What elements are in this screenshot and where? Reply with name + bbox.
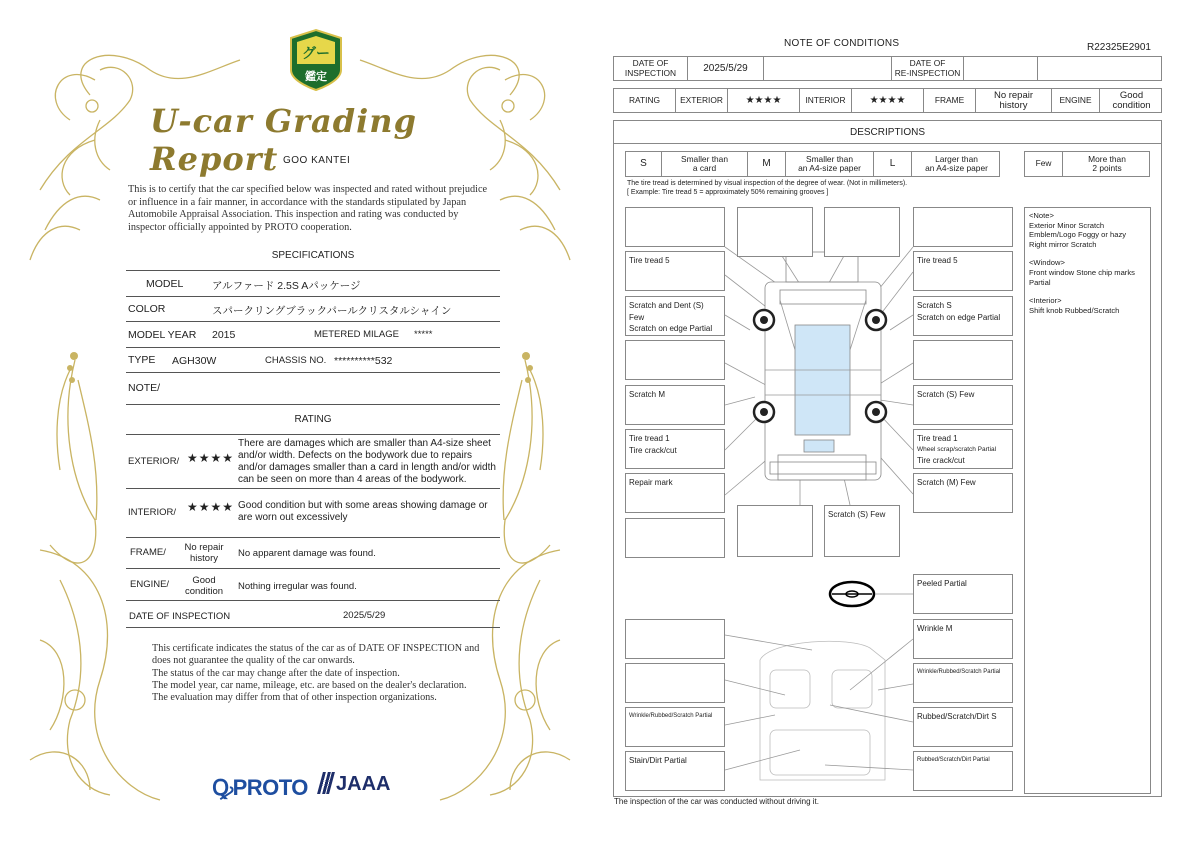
frame-value: No repair history	[976, 89, 1052, 112]
proto-logo	[212, 772, 308, 802]
inspection-footnote: The inspection of the car was conducted without driving it.	[614, 797, 819, 806]
damage-label-right-4	[913, 340, 1013, 380]
right-6-line-3: Tire crack/cut	[917, 455, 965, 465]
model-year-value: 2015	[212, 329, 236, 341]
interior-label: INTERIOR	[800, 89, 852, 112]
damage-label-bottom-2: Scratch (S) Few	[824, 505, 900, 557]
damage-label-right-7: Scratch (M) Few	[913, 473, 1013, 513]
interior-label-left-2	[625, 663, 725, 703]
report-title: U-car Grading Report	[150, 102, 417, 178]
interior-heading: <Interior>	[1029, 296, 1062, 306]
proto-logo-text: PROTO	[232, 775, 308, 800]
engine-value: Good condition	[184, 575, 224, 597]
divider	[126, 321, 500, 322]
damage-label-top-2	[824, 207, 900, 257]
legend-m-desc: Smaller than an A4-size paper	[786, 152, 874, 176]
descriptions-heading: DESCRIPTIONS	[613, 120, 1162, 144]
frame-value: No repair history	[184, 542, 224, 564]
jaaa-logo-text: JAAA	[336, 773, 391, 795]
engine-label: ENGINE	[1052, 89, 1100, 112]
date-inspection-label: DATE OF INSPECTION	[614, 57, 688, 80]
divider	[126, 270, 500, 271]
note-text: Exterior Minor Scratch Emblem/Logo Foggy or hazy Right mirror Scratch	[1029, 220, 1127, 249]
divider	[126, 537, 500, 538]
conditions-title: NOTE OF CONDITIONS	[784, 38, 900, 49]
divider	[126, 600, 500, 601]
interior-label-right-3: Wrinkle/Rubbed/Scratch Partial	[913, 663, 1013, 703]
divider	[126, 404, 500, 405]
divider	[126, 568, 500, 569]
metered-mileage-label: METERED MILAGE	[314, 329, 399, 340]
rating-heading: RATING	[294, 414, 332, 425]
exterior-stars: ★★★★	[187, 451, 235, 465]
interior-stars: ★★★★	[187, 500, 235, 514]
specifications-heading: SPECIFICATIONS	[271, 250, 355, 261]
frame-label: FRAME/	[130, 547, 166, 558]
window-heading: <Window>	[1029, 258, 1065, 268]
damage-label-left-1	[625, 207, 725, 247]
legend-s-desc: Smaller than a card	[662, 152, 748, 176]
model-year-label: MODEL YEAR	[128, 329, 197, 341]
type-value: AGH30W	[172, 355, 217, 367]
divider	[126, 372, 500, 373]
interior-label-right-2: Wrinkle M	[913, 619, 1013, 659]
legend-s: S	[626, 152, 662, 176]
report-subtitle: GOO KANTEI	[283, 155, 351, 166]
damage-label-bottom-1	[737, 505, 813, 557]
divider	[126, 296, 500, 297]
jaaa-logo	[320, 772, 390, 796]
note-label: NOTE/	[128, 382, 161, 394]
frame-label: FRAME	[924, 89, 976, 112]
right-6-line-1: Tire tread 1	[917, 434, 958, 443]
svg-text:鑑定: 鑑定	[305, 70, 327, 83]
tire-note: The tire tread is determined by visual inspection of the degree of wear. (Not in millimeters).	[627, 180, 908, 187]
interior-label-left-1	[625, 619, 725, 659]
model-label: MODEL	[146, 278, 184, 290]
certify-text: This is to certify that the car specified below was inspected and rated without prejudice or influence in a fair manner, in accordance with the standards stipulated by Japan Automobile Appraisal Association. This inspection and rating was conducted by inspector officially appointed by PROTO cooperation.	[128, 184, 488, 233]
exterior-stars: ★★★★	[728, 89, 800, 112]
damage-label-right-5: Scratch (S) Few	[913, 385, 1013, 425]
note-heading: <Note>	[1029, 211, 1054, 220]
proto-q-icon: Ꝙ	[212, 775, 233, 800]
divider	[126, 627, 500, 628]
divider	[126, 488, 500, 489]
date-of-inspection-value: 2025/5/29	[343, 610, 386, 621]
damage-label-left-3: Scratch and Dent (S) Few Scratch on edge Partial	[625, 296, 725, 336]
date-inspection-value: 2025/5/29	[688, 57, 764, 80]
model-value: アルファード 2.5S Aパッケージ	[212, 280, 361, 292]
color-label: COLOR	[128, 303, 166, 315]
divider	[126, 347, 500, 348]
type-label: TYPE	[128, 354, 156, 366]
exterior-label: EXTERIOR/	[128, 456, 180, 467]
notes-box	[1024, 207, 1151, 794]
exterior-description: There are damages which are smaller than A4-size sheet and/or width. Defects on the bodywork due to repairs and/or damages smaller than a card in length and/or width can be seen on more than 4 areas of the bodywork.	[238, 438, 496, 485]
legend-few-desc: More than 2 points	[1088, 153, 1126, 173]
damage-label-top-1	[737, 207, 813, 257]
report-id: R22325E2901	[1087, 42, 1151, 53]
legend-few: Few	[1025, 152, 1063, 176]
goo-kantei-badge-icon	[287, 28, 345, 92]
interior-stars: ★★★★	[852, 89, 924, 112]
interior-description: Good condition but with some areas showing damage or are worn out excessively	[238, 500, 488, 523]
damage-label-left-2: Tire tread 5	[625, 251, 725, 291]
engine-value: Good condition	[1112, 90, 1151, 111]
damage-label-right-3: Scratch S Scratch on edge Partial	[913, 296, 1013, 336]
legend-l: L	[874, 152, 912, 176]
right-6-line-2: Wheel scrap/scratch Partial	[917, 445, 997, 453]
engine-description: Nothing irregular was found.	[238, 581, 357, 592]
interior-label-right-4: Rubbed/Scratch/Dirt S	[913, 707, 1013, 747]
damage-label-right-2: Tire tread 5	[913, 251, 1013, 291]
date-of-inspection-label: DATE OF INSPECTION	[129, 611, 231, 622]
svg-text:グー: グー	[302, 46, 330, 62]
damage-label-left-4	[625, 340, 725, 380]
damage-label-right-6	[913, 429, 1013, 469]
rating-label: RATING	[614, 89, 676, 112]
interior-label-left-3: Wrinkle/Rubbed/Scratch Partial	[625, 707, 725, 747]
interior-text: Shift knob Rubbed/Scratch	[1029, 305, 1120, 315]
divider	[126, 434, 500, 435]
legend-m: M	[748, 152, 786, 176]
window-text: Front window Stone chip marks Partial	[1029, 267, 1135, 287]
tire-example-note: [ Example: Tire tread 5 = approximately 50% remaining grooves ]	[627, 189, 829, 196]
legend-l-desc: Larger than an A4-size paper	[925, 153, 988, 173]
damage-label-left-6: Tire tread 1 Tire crack/cut	[625, 429, 725, 469]
metered-mileage-value: *****	[414, 329, 433, 340]
damage-label-left-7: Repair mark	[625, 473, 725, 513]
damage-label-left-8	[625, 518, 725, 558]
jaaa-mark-icon	[317, 772, 335, 794]
interior-label: INTERIOR/	[128, 507, 177, 518]
interior-label-left-4: Stain/Dirt Partial	[625, 751, 725, 791]
interior-label-right-1: Peeled Partial	[913, 574, 1013, 614]
exterior-label: EXTERIOR	[676, 89, 728, 112]
engine-label: ENGINE/	[130, 579, 170, 590]
note-of-conditions	[600, 0, 1200, 848]
frame-description: No apparent damage was found.	[238, 548, 376, 559]
chassis-label: CHASSIS NO.	[265, 355, 327, 366]
damage-label-right-1	[913, 207, 1013, 247]
date-reinspection-label: DATE OF RE-INSPECTION	[892, 57, 964, 80]
chassis-value: **********532	[334, 355, 393, 367]
interior-label-right-5: Rubbed/Scratch/Dirt Partial	[913, 751, 1013, 791]
certificate-footer: This certificate indicates the status of the car as of DATE OF INSPECTION and does not guarantee the quality of the car onwards. The status of the car may change after the date of inspection. The model year, car name, mileage, etc. are based on the dealer's declaration. The evaluation may differ from that of other inspection organizations.	[152, 643, 480, 704]
damage-label-left-5: Scratch M	[625, 385, 725, 425]
color-value: スパークリングブラックパールクリスタルシャイン	[212, 305, 452, 317]
